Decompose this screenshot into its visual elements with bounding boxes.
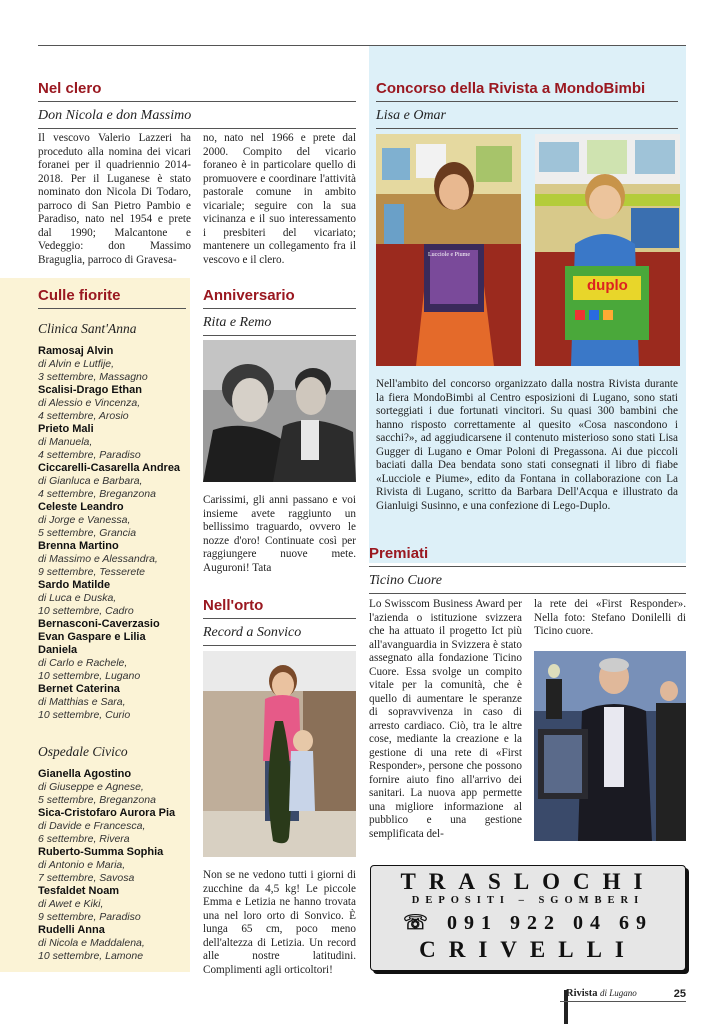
anniversario-rule: [203, 308, 356, 309]
ad-phone: 091 922 04 69: [447, 912, 653, 934]
photo-rita-remo: [203, 340, 356, 482]
clero-text-col1: Il vescovo Valerio Lazzeri ha proceduto alla nomina dei vicari foranei per il quadriennio 2014-2018. Per il Luganese è stato nominato don Nicola Di Todaro, parroco di San Pietro Pambio e Paradiso, nato nel 1954 e prete dal 1990; Malcantone e Vedeggio: don Massimo Braguglia, parroco di Gravesa-: [38, 132, 191, 266]
concorso-section: [376, 80, 678, 129]
orto-section: [203, 597, 356, 646]
book-label: Lucciole e Piume: [428, 252, 470, 258]
birth-detail: di Awet e Kiki,: [38, 898, 104, 910]
concorso-subrule: [376, 128, 678, 129]
anniversario-text: Carissimi, gli anni passano e voi insieme avete raggiunto un bellissimo traguardo, ovvero le nozze d'oro! Continuate così per raggiungere nuove mete. Auguroni! Tata: [203, 494, 356, 574]
premiati-title: Premiati: [369, 545, 429, 562]
footer-rule: [560, 1001, 686, 1002]
concorso-rule: [376, 101, 678, 102]
birth-name: Evan Gaspare e Lilia Daniela: [38, 631, 146, 656]
birth-detail: di Antonio e Maria,: [38, 859, 126, 871]
footer-brand-suffix: di Lugano: [600, 988, 637, 998]
birth-detail: 9 settembre, Tesserete: [38, 566, 145, 578]
birth-detail: 10 settembre, Cadro: [38, 605, 134, 617]
birth-detail: 7 settembre, Savosa: [38, 872, 135, 884]
birth-name: Sica-Cristofaro Aurora Pia: [38, 807, 176, 819]
birth-detail: di Massimo e Alessandra,: [38, 553, 158, 565]
birth-detail: di Nicola e Maddalena,: [38, 937, 145, 949]
birth-name: Gianella Agostino: [38, 768, 132, 780]
birth-detail: di Giuseppe e Agnese,: [38, 781, 144, 793]
top-rule: [38, 45, 686, 46]
birth-detail: 4 settembre, Breganzona: [38, 488, 156, 500]
culle-title: Culle fiorite: [38, 287, 121, 304]
birth-detail: 3 settembre, Massagno: [38, 371, 148, 383]
clero-subrule: [38, 128, 356, 129]
photo-premiati: [534, 651, 686, 841]
birth-detail: 5 settembre, Breganzona: [38, 794, 156, 806]
anniversario-title: Anniversario: [203, 287, 295, 304]
photo-lisa: [376, 134, 521, 366]
premiati-subrule: [369, 593, 686, 594]
birth-detail: 9 settembre, Paradiso: [38, 911, 141, 923]
concorso-title: Concorso della Rivista a MondoBimbi: [376, 80, 646, 97]
birth-detail: di Davide e Francesca,: [38, 820, 146, 832]
photo-omar: [535, 134, 680, 366]
clero-rule: [38, 101, 356, 102]
birth-name: Ciccarelli-Casarella Andrea: [38, 462, 181, 474]
page-number: 25: [673, 988, 686, 1000]
clero-subtitle: Don Nicola e don Massimo: [38, 108, 192, 123]
ad-traslochi: TRASLOCHI: [400, 869, 656, 894]
birth-name: Ruberto-Summa Sophia: [38, 846, 164, 858]
birth-detail: di Matthias e Sara,: [38, 696, 126, 708]
crivelli-ad[interactable]: [370, 865, 686, 971]
birth-name: Rudelli Anna: [38, 924, 105, 936]
birth-detail: di Luca e Duska,: [38, 592, 117, 604]
birth-name: Bernet Caterina: [38, 683, 120, 695]
duplo-label: duplo: [587, 277, 628, 294]
concorso-text: Nell'ambito del concorso organizzato dalla nostra Rivista durante la fiera MondoBimbi al Centro esposizioni di Lugano, sono stati sorteggiati i due fortunati vincitori. Su quasi 300 bambini che hanno risposto correttamente al quesito «Cosa nascondono i sacchi?», ad aggiudicarsene il contenuto misterioso sono stati Lisa Gugger di Lugano e Omar Poloni di Pregassona. Ai due piccoli baciati dalla Dea bendata sono stati consegnati il libro di fiabe «Lucciole e Piume», edito da Fontana in collaborazione con La Rivista di Lugano, scritto da Barbara Dell'Acqua e illustrato da Gianluigi Susinno, e una confezione di Lego-Duplo.: [376, 378, 678, 512]
culle-group1: Clinica Sant'Anna: [38, 321, 137, 336]
ad-phone-row: [371, 910, 685, 935]
ad-depositi: DEPOSITI – SGOMBERI: [411, 895, 645, 906]
phone-icon: ☏: [402, 912, 435, 934]
clero-title: Nel clero: [38, 80, 102, 97]
birth-detail: 4 settembre, Paradiso: [38, 449, 141, 461]
birth-name: Brenna Martino: [38, 540, 119, 552]
birth-name: Tesfaldet Noam: [38, 885, 120, 897]
orto-rule: [203, 618, 356, 619]
birth-detail: di Jorge e Vanessa,: [38, 514, 131, 526]
anniversario-subrule: [203, 335, 356, 336]
birth-detail: di Carlo e Rachele,: [38, 657, 128, 669]
culle-group2: Ospedale Civico: [38, 744, 128, 759]
birth-name: Bernasconi-Caverzasio: [38, 618, 160, 630]
orto-subtitle: Record a Sonvico: [203, 625, 302, 640]
birth-name: Ramosaj Alvin: [38, 345, 114, 357]
birth-detail: 10 settembre, Lugano: [38, 670, 141, 682]
orto-subrule: [203, 645, 356, 646]
footer: [566, 988, 686, 999]
birth-detail: di Alvin e Lutfije,: [38, 358, 115, 370]
photo-zucchina: [203, 651, 356, 857]
ad-crivelli: CRIVELLI: [419, 937, 637, 962]
birth-detail: 4 settembre, Arosio: [38, 410, 129, 422]
birth-name: Prieto Mali: [38, 423, 94, 435]
birth-detail: 6 settembre, Rivera: [38, 833, 130, 845]
anniversario-subtitle: Rita e Remo: [203, 315, 272, 330]
anniversario-section: [203, 287, 356, 336]
concorso-subtitle: Lisa e Omar: [376, 108, 447, 123]
orto-text: Non se ne vedono tutti i giorni di zucchine da 4,5 kg! Le piccole Emma e Letizia ne hanno trovata una nel loro orto di Sonvico. È lunga 65 cm, poco meno dell'altezza di Letizia. Un record alle nostre latitudini. Complimenti agli orticoltori!: [203, 869, 356, 976]
premiati-rule: [369, 566, 686, 567]
birth-detail: di Gianluca e Barbara,: [38, 475, 143, 487]
birth-detail: di Alessio e Vincenza,: [38, 397, 141, 409]
footer-brand: Rivista: [566, 988, 598, 999]
birth-name: Scalisi-Drago Ethan: [38, 384, 142, 396]
orto-title: Nell'orto: [203, 597, 264, 614]
culle-group2-list: [38, 768, 186, 963]
clero-section: [38, 80, 356, 129]
birth-detail: 10 settembre, Lamone: [38, 950, 144, 962]
premiati-text-col2: la rete dei «First Responder». Nella foto: Stefano Donilelli di Ticino cuore.: [534, 598, 686, 637]
premiati-section: [369, 545, 686, 594]
birth-name: Celeste Leandro: [38, 501, 124, 513]
birth-detail: 5 settembre, Grancia: [38, 527, 137, 539]
premiati-subtitle: Ticino Cuore: [369, 573, 442, 588]
birth-name: Sardo Matilde: [38, 579, 111, 591]
birth-detail: 10 settembre, Curio: [38, 709, 131, 721]
clero-text-col2: no, nato nel 1966 e prete dal 2000. Compito del vicario foraneo è in particolare quello di promuovere e coordinare l'attività pastorale comune in ambito vicariale; seguire con la sua vicinanza e il suo interessamento i presbiteri del vicariato; mantenere un collegamento fra il vescovo e il clero.: [203, 132, 356, 266]
culle-rule: [38, 308, 186, 309]
birth-detail: di Manuela,: [38, 436, 93, 448]
culle-section: [38, 287, 186, 963]
premiati-text-col1: Lo Swisscom Business Award per l'azienda o istituzione svizzera che ha attuato il progetto Ict più all'avanguardia in Svizzera è stato assegnato alla fondazione Ticino Cuore. Essa svolge un compito vitale per la comunità, che è quello di aumentare le speranze di sopravvivenza in caso di arresto cardiaco. Ciò, tra le altre cose, mediante la creazione e la gestione di una rete di «First Responder», persone che possono fornire aiuto fino all'arrivo dei sanitari. La nuova app permette una migliore informazione al pubblico e una gestione semplificata del-: [369, 598, 522, 840]
culle-group1-list: [38, 345, 186, 722]
